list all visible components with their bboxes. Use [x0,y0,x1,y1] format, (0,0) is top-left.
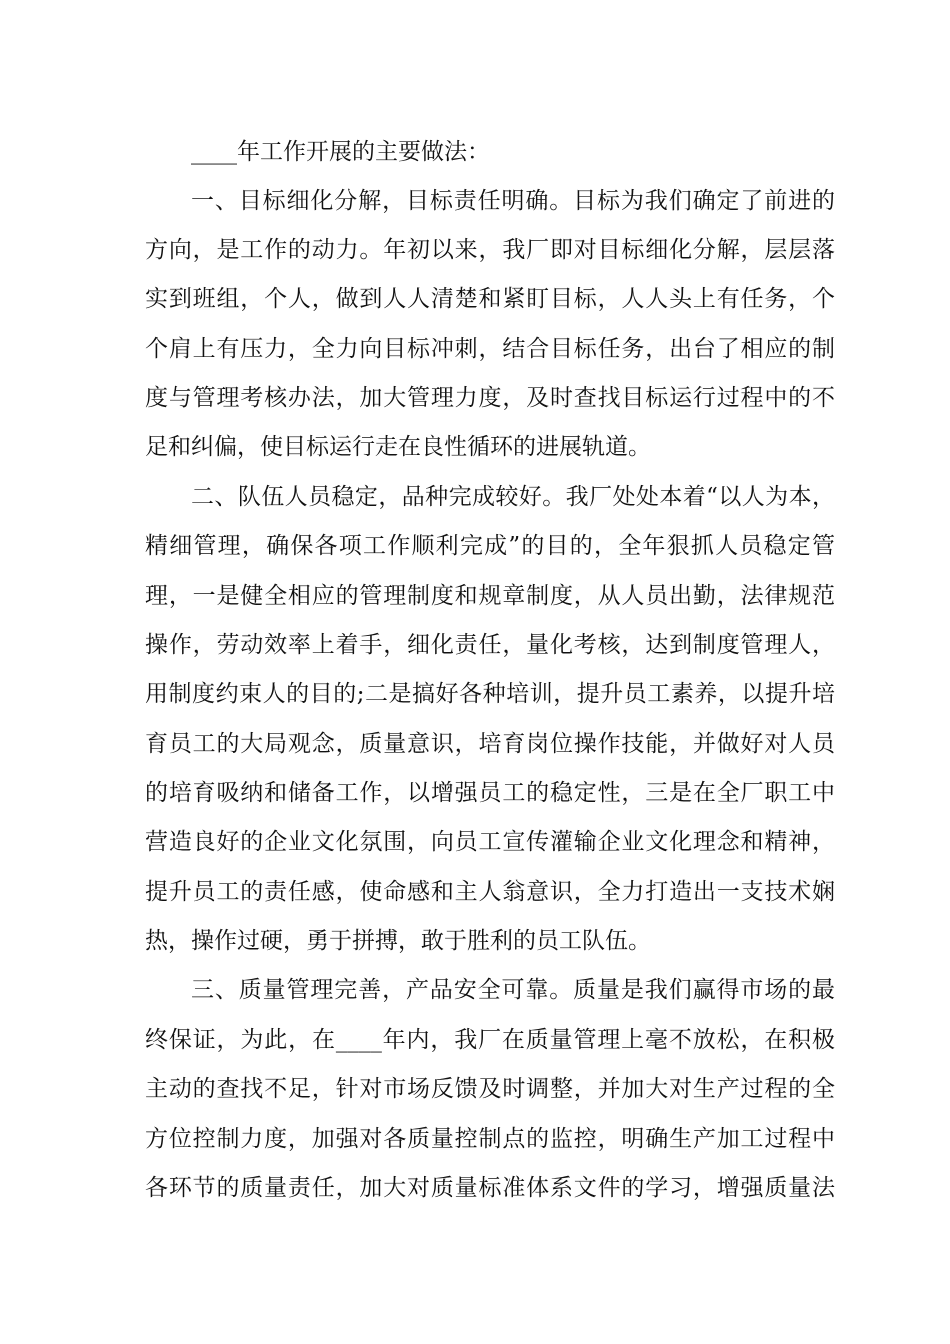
paragraph-1-line: 度与管理考核办法，加大管理力度，及时查找目标运行过程中的不 [145,385,835,411]
paragraph-1-line: 一、目标细化分解，目标责任明确。目标为我们确定了前进的 [191,188,835,214]
paragraph-1-line: 足和纠偏，使目标运行走在良性循环的进展轨道。 [145,434,651,460]
paragraph-2-line: 提升员工的责任感，使命感和主人翁意识，全力打造出一支技术娴 [145,879,835,905]
paragraph-2-line: 热，操作过硬，勇于拼搏，敢于胜利的员工队伍。 [145,928,651,954]
paragraph-1-line: 个肩上有压力，全力向目标冲刺，结合目标任务，出台了相应的制 [145,336,835,362]
section-heading: ____年工作开展的主要做法： [191,139,490,165]
paragraph-2-line: 营造良好的企业文化氛围，向员工宣传灌输企业文化理念和精神， [145,829,835,855]
paragraph-3-line: 方位控制力度，加强对各质量控制点的监控，明确生产加工过程中 [145,1126,835,1152]
paragraph-2-line: 精细管理，确保各项工作顺利完成”的目的，全年狠抓人员稳定管 [145,533,835,559]
paragraph-2-line: 的培育吸纳和储备工作，以增强员工的稳定性，三是在全厂职工中 [145,780,835,806]
paragraph-2-line: 操作，劳动效率上着手，细化责任，量化考核，达到制度管理人， [145,632,835,658]
paragraph-1-line: 方向，是工作的动力。年初以来，我厂即对目标细化分解，层层落 [145,237,835,263]
paragraph-3-line: 各环节的质量责任，加大对质量标准体系文件的学习，增强质量法 [145,1175,835,1201]
paragraph-1-line: 实到班组，个人，做到人人清楚和紧盯目标，人人头上有任务，个 [145,286,835,312]
paragraph-2-line: 理，一是健全相应的管理制度和规章制度，从人员出勤，法律规范 [145,583,835,609]
paragraph-3-line: 三、质量管理完善，产品安全可靠。质量是我们赢得市场的最 [191,977,835,1003]
paragraph-2-line: 育员工的大局观念，质量意识，培育岗位操作技能，并做好对人员 [145,731,835,757]
paragraph-3-line: 终保证，为此，在____年内，我厂在质量管理上毫不放松，在积极 [145,1027,835,1053]
paragraph-2-line: 用制度约束人的目的;二是搞好各种培训，提升员工素养，以提升培 [145,681,835,707]
paragraph-3-line: 主动的查找不足，针对市场反馈及时调整，并加大对生产过程的全 [145,1076,835,1102]
paragraph-2-line: 二、队伍人员稳定，品种完成较好。我厂处处本着“以人为本， [191,484,835,510]
